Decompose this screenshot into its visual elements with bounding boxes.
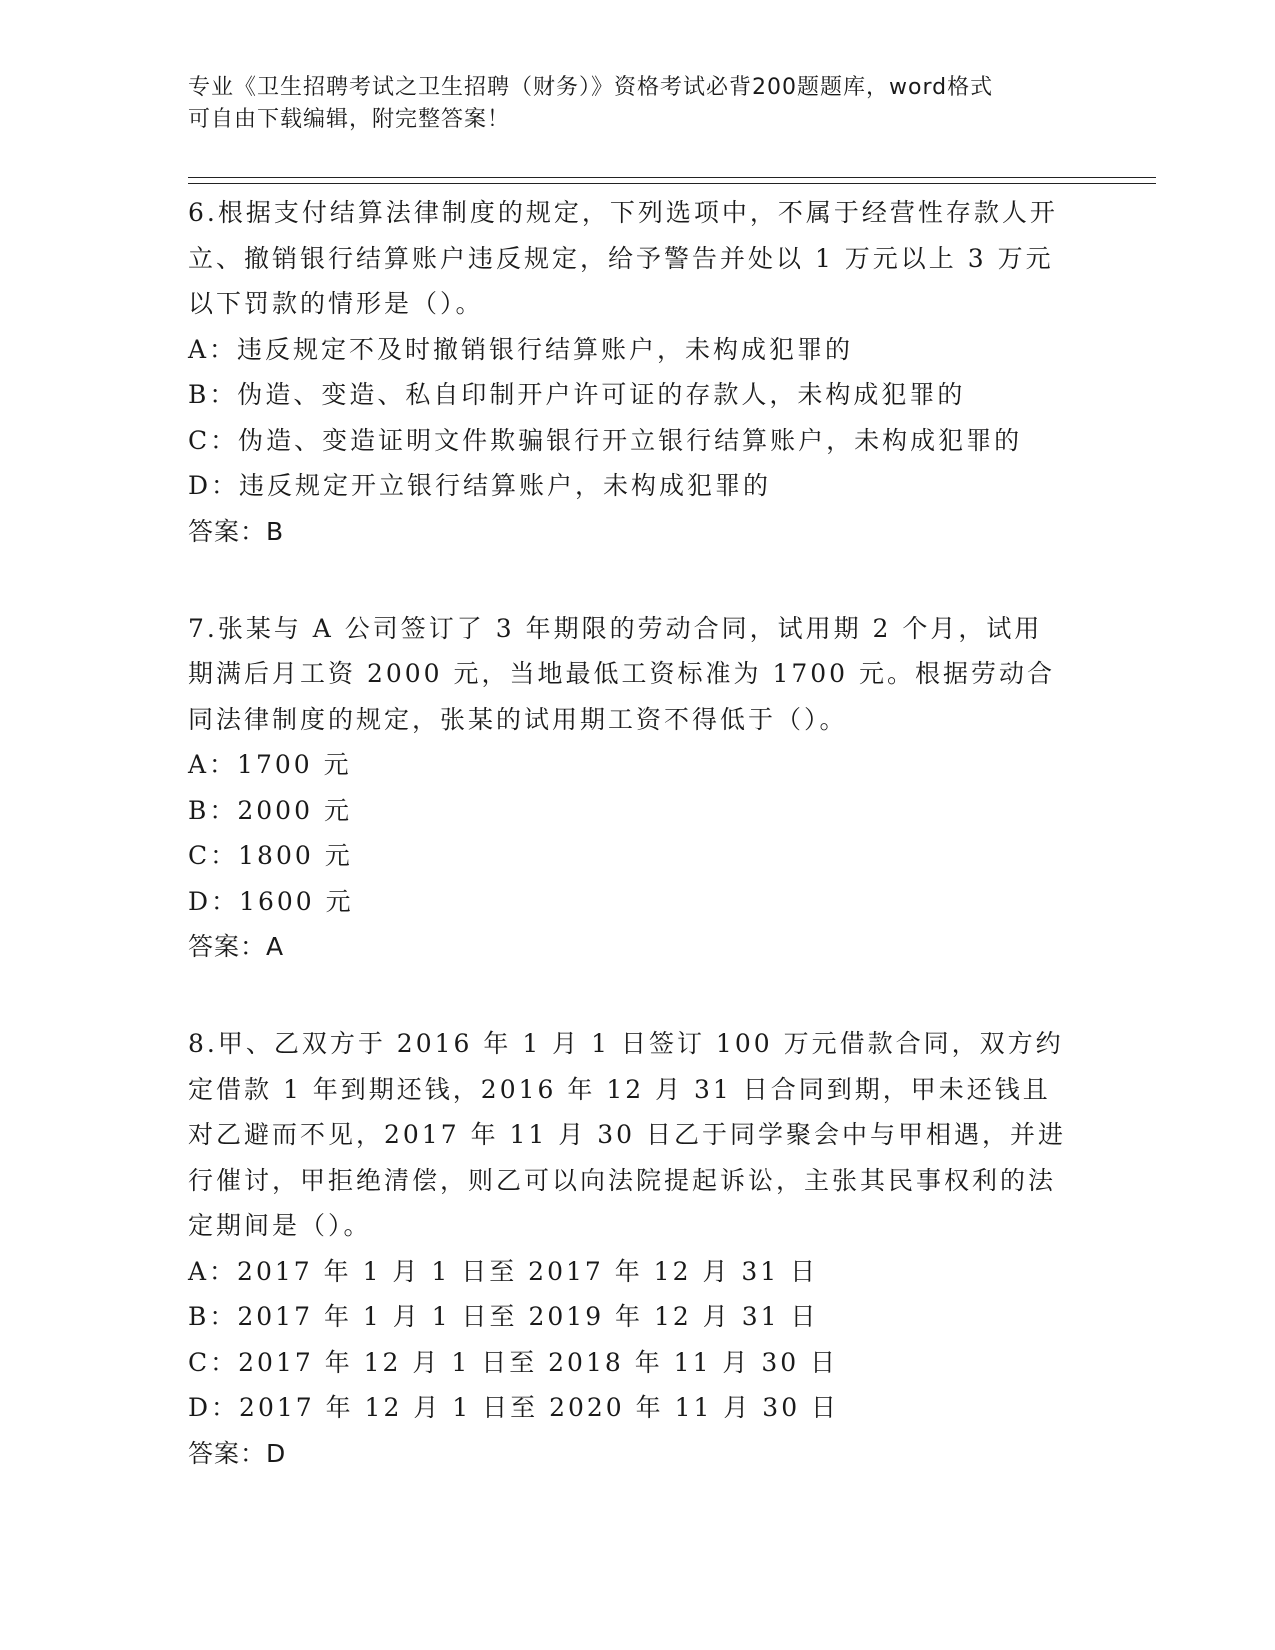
answer: 答案：A: [188, 932, 285, 961]
header-divider-bottom: [188, 183, 1156, 184]
option-b: B：2017 年 1 月 1 日至 2019 年 12 月 31 日: [188, 1302, 819, 1331]
question-stem: 8.甲、乙双方于 2016 年 1 月 1 日签订 100 万元借款合同，双方约定借款 1 年到期还钱，2016 年 12 月 31 日合同到期，甲未还钱且对乙避而不见，2017 年 11 月 30 日乙于同学聚会中与甲相遇，并进行催讨，甲拒绝清偿，则乙可以向法院提起诉讼，主张其民事权利的法定期间是（）。: [188, 1029, 1066, 1240]
option-a: A：违反规定不及时撤销银行结算账户，未构成犯罪的: [188, 334, 854, 364]
question-7: [188, 606, 1068, 971]
option-b: B：2000 元: [188, 795, 352, 825]
document-header: [188, 72, 1068, 136]
option-c: C：2017 年 12 月 1 日至 2018 年 11 月 30 日: [188, 1347, 839, 1377]
question-6: [188, 190, 1068, 555]
question-list: [188, 190, 1068, 1528]
option-d: D：2017 年 12 月 1 日至 2020 年 11 月 30 日: [188, 1393, 840, 1422]
option-b: B：伪造、变造、私自印制开户许可证的存款人，未构成犯罪的: [188, 380, 966, 409]
option-d: D：违反规定开立银行结算账户，未构成犯罪的: [188, 471, 772, 500]
option-c: C：伪造、变造证明文件欺骗银行开立银行结算账户，未构成犯罪的: [188, 425, 1023, 455]
option-a: A：2017 年 1 月 1 日至 2017 年 12 月 31 日: [188, 1256, 819, 1286]
header-line-2: 可自由下载编辑，附完整答案！: [188, 107, 511, 132]
header-divider-top: [188, 177, 1156, 178]
question-8: [188, 1021, 1068, 1477]
answer: 答案：D: [188, 1438, 287, 1468]
question-stem: 6.根据支付结算法律制度的规定，下列选项中，不属于经营性存款人开立、撤销银行结算账户违反规定，给予警告并处以 1 万元以上 3 万元以下罚款的情形是（）。: [188, 198, 1058, 318]
option-c: C：1800 元: [188, 841, 353, 870]
header-line-1: 专业《卫生招聘考试之卫生招聘（财务）》资格考试必背200题题库，word格式: [188, 75, 994, 100]
option-d: D：1600 元: [188, 886, 354, 916]
option-a: A：1700 元: [188, 750, 352, 779]
question-stem: 7.张某与 A 公司签订了 3 年期限的劳动合同，试用期 2 个月，试用期满后月工资 2000 元，当地最低工资标准为 1700 元。根据劳动合同法律制度的规定，张某的试用期工资不得低于（）。: [188, 613, 1056, 734]
answer: 答案：B: [188, 516, 285, 546]
